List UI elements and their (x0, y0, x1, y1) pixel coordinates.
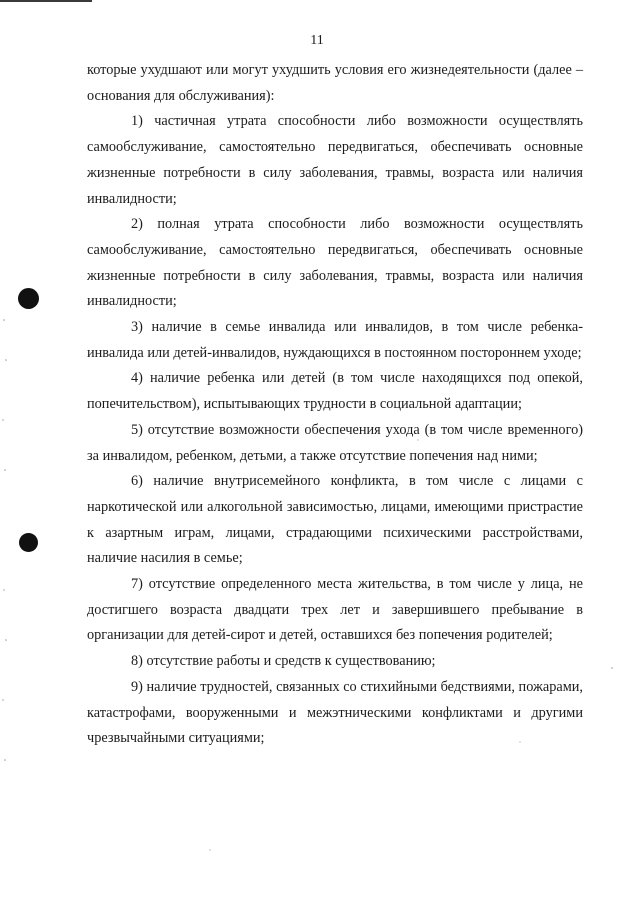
scan-edge-mark (0, 0, 92, 2)
binder-hole-top (18, 288, 39, 309)
page-number: 11 (310, 33, 324, 48)
list-item-5: 5) отсутствие возможности обеспечения ухода (в том числе временного) за инвалидом, ребенком, детьми, а также отсутствие попечения над ними; (87, 421, 583, 464)
list-item-1: 1) частичная утрата способности либо возможности осуществлять самообслуживание, самостоятельно передвигаться, обеспечивать основные жизненные потребности в силу заболевания, травмы, возраста или наличия инвалидности; (87, 113, 583, 207)
list-item-7: 7) отсутствие определенного места жительства, в том числе у лица, не достигшего возраста двадцати трех лет и завершившего пребывание в организации для детей-сирот и детей, оставшихся без попечения родителей; (87, 576, 583, 644)
binder-hole-bottom (19, 533, 38, 552)
list-item-9: 9) наличие трудностей, связанных со стихийными бедствиями, пожарами, катастрофами, вооруженными и межэтническими конфликтами и другими чрезвычайными ситуациями; (87, 678, 583, 747)
list-item-3: 3) наличие в семье инвалида или инвалидов, в том числе ребенка-инвалида или детей-инвалидов, нуждающихся в постоянном постороннем уходе; (87, 319, 583, 361)
list-item-8: 8) отсутствие работы и средств к существованию; (131, 653, 436, 670)
list-item-4: 4) наличие ребенка или детей (в том числе находящихся под опекой, попечительством), испытывающих трудности в социальной адаптации; (87, 370, 583, 413)
list-item-6: 6) наличие внутрисемейного конфликта, в том числе с лицами с наркотической или алкогольной зависимостью, лицами, имеющими пристрастие к азартным играм, лицами, страдающими психическими расстройствами, наличие насилия в семье; (87, 473, 583, 567)
list-item-2: 2) полная утрата способности либо возможности осуществлять самообслуживание, самостоятельно передвигаться, обеспечивать основные жизненные потребности в силу заболевания, травмы, возраста или наличия инвалидности; (87, 216, 583, 310)
body-text (87, 58, 583, 752)
paragraph-intro: которые ухудшают или могут ухудшить условия его жизнедеятельности (далее – основания для обслуживания): (87, 62, 583, 104)
